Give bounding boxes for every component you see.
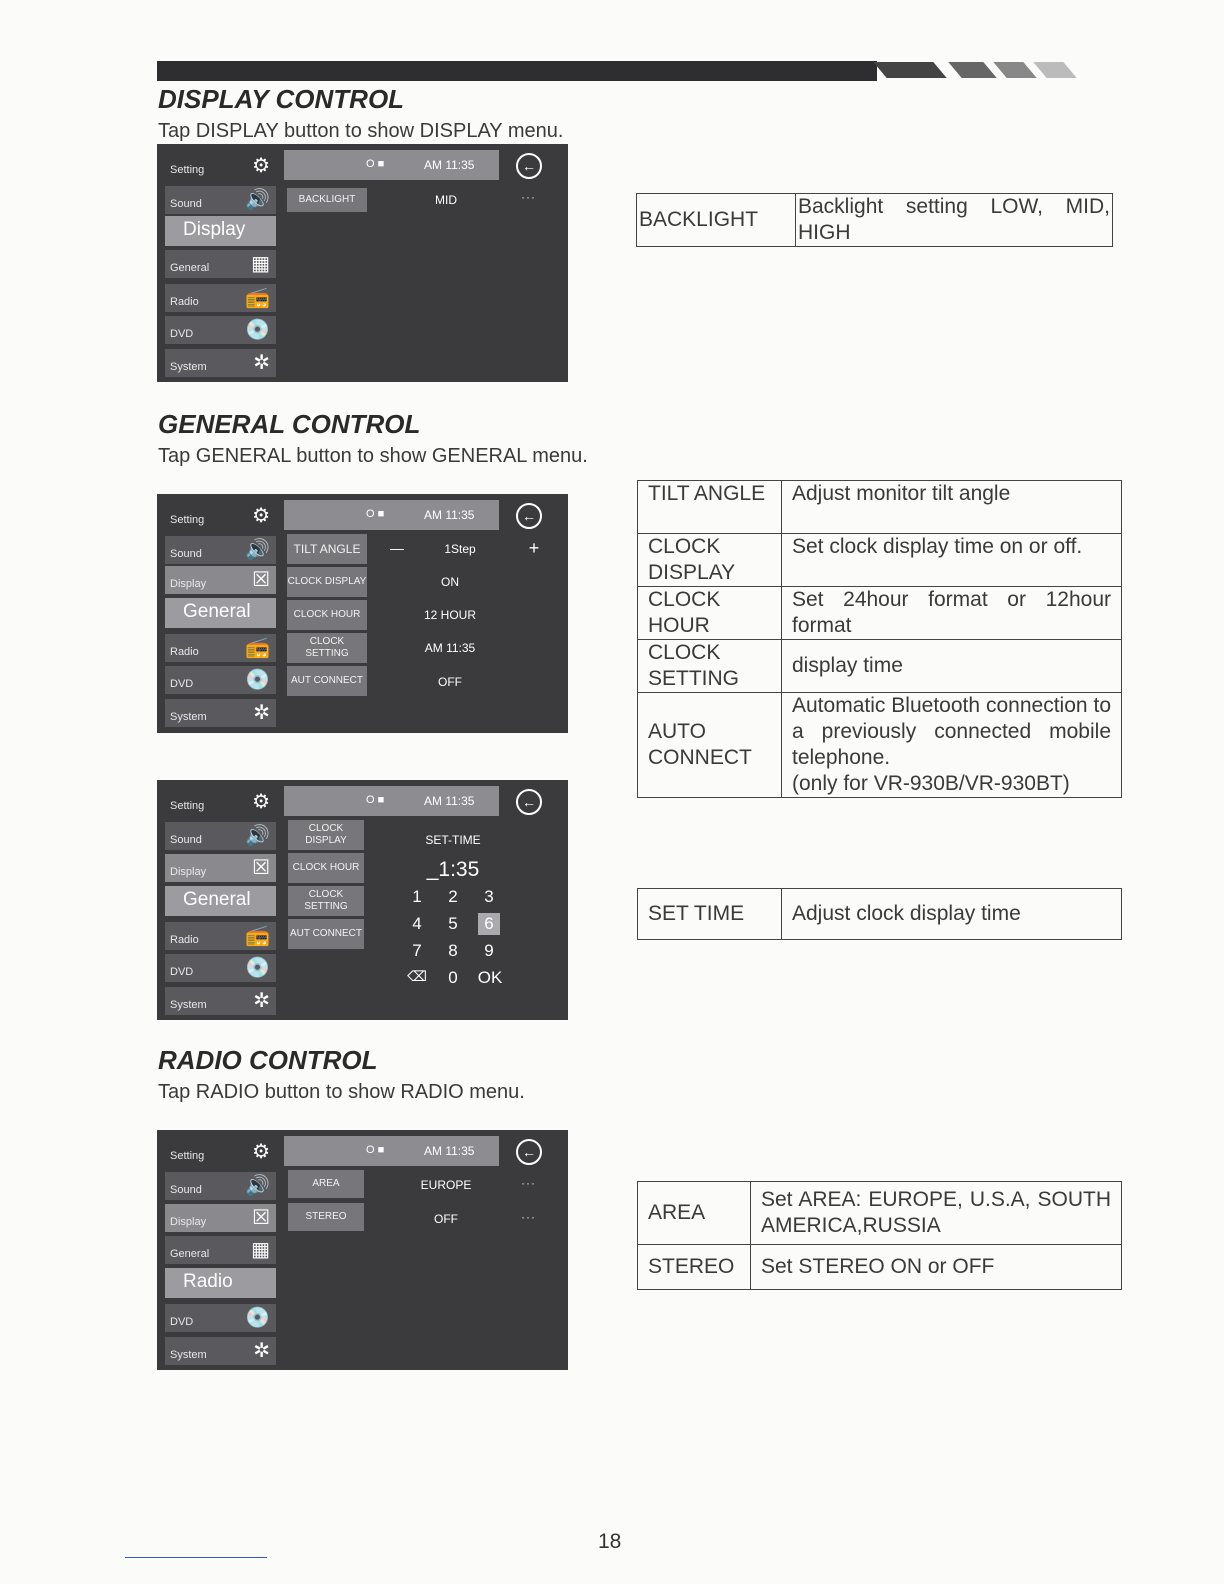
page-number: 18: [598, 1530, 622, 1553]
back-icon[interactable]: ←: [516, 1139, 542, 1165]
display-heading: DISPLAY CONTROL: [158, 84, 405, 114]
menu-clock-hour[interactable]: CLOCK HOUR: [287, 600, 367, 630]
general-screen: [157, 494, 568, 733]
key-2[interactable]: 2: [448, 887, 458, 906]
sidebar-general[interactable]: General: [165, 886, 276, 916]
sidebar-display[interactable]: Display: [165, 216, 276, 246]
sidebar-dvd[interactable]: DVD 💿: [165, 1304, 276, 1332]
sidebar-display[interactable]: Display ☒: [165, 854, 276, 882]
status-bar: O ■ AM 11:35: [284, 1136, 499, 1166]
table-row: CLOCK DISPLAY Set clock display time on or off.: [638, 534, 1122, 587]
header-stripe: [1033, 62, 1076, 78]
menu-aut-connect[interactable]: AUT CONNECT: [288, 919, 364, 949]
sidebar-radio[interactable]: Radio: [165, 1268, 276, 1298]
disc-icon: 💿: [245, 1307, 270, 1329]
auto-connect-desc: Automatic Bluetooth connection to a previously connected mobile telephone.: [792, 694, 1111, 769]
sidebar-system[interactable]: System ✲: [165, 349, 276, 377]
gear-icon: ⚙: [252, 1141, 270, 1163]
back-icon[interactable]: ←: [516, 503, 542, 529]
menu-clock-hour[interactable]: CLOCK HOUR: [288, 853, 364, 883]
plus-button[interactable]: +: [528, 538, 540, 558]
value-clock-display: ON: [441, 575, 459, 589]
gear-icon: ⚙: [252, 791, 270, 813]
disc-icon: 💿: [245, 669, 270, 691]
menu-clock-setting[interactable]: CLOCK SETTING: [288, 886, 364, 916]
settime-value: _1:35: [426, 858, 480, 881]
header-stripe: [948, 62, 996, 78]
table-row: AUTO CONNECT Automatic Bluetooth connection to a previously connected mobile telephone. (only for VR-930B/VR-930BT): [638, 693, 1122, 798]
radio-intro: Tap RADIO button to show RADIO menu.: [158, 1081, 525, 1103]
ok-key[interactable]: OK: [477, 968, 503, 987]
table-row: CLOCK HOUR Set 24hour format or 12hour format: [638, 587, 1122, 640]
sidebar-system[interactable]: System ✲: [165, 987, 276, 1015]
radio-heading: RADIO CONTROL: [158, 1045, 378, 1075]
menu-area[interactable]: AREA: [288, 1170, 364, 1198]
sidebar-sound[interactable]: Sound 🔊: [165, 822, 276, 850]
table-row: SET TIME Adjust clock display time: [638, 889, 1122, 940]
disc-icon: 💿: [245, 957, 270, 979]
settime-screen: [157, 780, 568, 1020]
cog-icon: ✲: [253, 702, 270, 724]
grid-icon: ▦: [251, 1239, 270, 1261]
sidebar-general[interactable]: General ▦: [165, 1236, 276, 1264]
header-stripe: [993, 62, 1036, 78]
speaker-icon: 🔊: [245, 539, 270, 561]
value-area: EUROPE: [420, 1178, 472, 1192]
speaker-icon: 🔊: [245, 189, 270, 211]
sidebar-general[interactable]: General: [165, 598, 276, 628]
speaker-icon: 🔊: [245, 1175, 270, 1197]
sidebar-dvd[interactable]: DVD 💿: [165, 666, 276, 694]
display-table: [636, 193, 1113, 247]
sidebar-general[interactable]: General ▦: [165, 250, 276, 278]
sidebar-dvd[interactable]: DVD 💿: [165, 954, 276, 982]
menu-stereo[interactable]: STEREO: [288, 1203, 364, 1231]
table-row: STEREO Set STEREO ON or OFF: [638, 1245, 1122, 1290]
cog-icon: ✲: [253, 990, 270, 1012]
backspace-key[interactable]: ⌫: [407, 968, 427, 984]
settime-table: [637, 888, 1122, 940]
value-clock-setting: AM 11:35: [424, 641, 476, 655]
more-icon[interactable]: ···: [521, 1176, 536, 1190]
general-intro: Tap GENERAL button to show GENERAL menu.: [158, 445, 588, 467]
radio-icon: 📻: [245, 287, 270, 309]
radio-table: [637, 1181, 1122, 1290]
back-icon[interactable]: ←: [516, 153, 542, 179]
sidebar-display[interactable]: Display ☒: [165, 566, 276, 594]
grid-icon: ▦: [251, 253, 270, 275]
sidebar-setting[interactable]: Setting ⚙: [170, 791, 270, 813]
menu-clock-display[interactable]: CLOCK DISPLAY: [288, 820, 364, 850]
gear-icon: ⚙: [252, 505, 270, 527]
sidebar-setting[interactable]: Setting ⚙: [170, 155, 270, 177]
sidebar-system[interactable]: System ✲: [165, 699, 276, 727]
value-backlight: MID: [435, 193, 457, 207]
radio-icon: 📻: [245, 637, 270, 659]
status-bar: O ■ AM 11:35: [284, 786, 499, 816]
general-table: [637, 480, 1122, 798]
status-bar: O ■ AM 11:35: [284, 500, 499, 530]
value-clock-hour: 12 HOUR: [423, 608, 476, 622]
cog-icon: ✲: [253, 352, 270, 374]
table-row: TILT ANGLE Adjust monitor tilt angle: [638, 481, 1122, 534]
settime-title: SET-TIME: [425, 833, 481, 847]
key-9[interactable]: 9: [484, 941, 494, 960]
more-icon[interactable]: ···: [521, 190, 536, 204]
sidebar-sound[interactable]: Sound 🔊: [165, 186, 276, 214]
radio-screen: [157, 1130, 568, 1370]
display-icon: ☒: [252, 569, 270, 591]
sidebar-sound[interactable]: Sound 🔊: [165, 536, 276, 564]
header-bar: [157, 61, 877, 81]
table-row: BACKLIGHT Backlight setting LOW, MID, HIGH: [637, 194, 1113, 247]
disc-icon: 💿: [245, 319, 270, 341]
key-1[interactable]: 1: [412, 887, 422, 906]
cog-icon: ✲: [253, 1340, 270, 1362]
menu-tilt-angle[interactable]: TILT ANGLE: [287, 534, 367, 564]
key-5[interactable]: 5: [448, 914, 458, 933]
menu-backlight[interactable]: BACKLIGHT: [287, 188, 367, 212]
display-icon: ☒: [252, 1207, 270, 1229]
display-screen: [157, 144, 568, 382]
sidebar-dvd[interactable]: DVD 💿: [165, 316, 276, 344]
key-3[interactable]: 3: [484, 887, 494, 906]
key-4[interactable]: 4: [412, 914, 422, 933]
menu-aut-connect[interactable]: AUT CONNECT: [287, 666, 367, 696]
display-intro: Tap DISPLAY button to show DISPLAY menu.: [158, 120, 564, 142]
sidebar-setting[interactable]: Setting ⚙: [170, 505, 270, 527]
gear-icon: ⚙: [252, 155, 270, 177]
general-heading: GENERAL CONTROL: [158, 409, 421, 439]
sidebar-setting[interactable]: Setting ⚙: [170, 1141, 270, 1163]
sidebar-sound[interactable]: Sound 🔊: [165, 1172, 276, 1200]
back-icon[interactable]: ←: [516, 789, 542, 815]
header-stripe: [873, 62, 946, 78]
minus-button[interactable]: —: [390, 540, 404, 556]
status-bar: O ■ AM 11:35: [284, 150, 499, 180]
key-8[interactable]: 8: [448, 941, 458, 960]
menu-clock-setting[interactable]: CLOCK SETTING: [287, 633, 367, 663]
table-row: CLOCK SETTING display time: [638, 640, 1122, 693]
radio-icon: 📻: [245, 925, 270, 947]
value-stereo: OFF: [434, 1212, 458, 1226]
speaker-icon: 🔊: [245, 825, 270, 847]
menu-clock-display[interactable]: CLOCK DISPLAY: [287, 567, 367, 597]
key-6[interactable]: 6: [478, 913, 500, 935]
sidebar-radio[interactable]: Radio 📻: [165, 922, 276, 950]
table-row: AREA Set AREA: EUROPE, U.S.A, SOUTH AMERICA,RUSSIA: [638, 1182, 1122, 1245]
sidebar-display[interactable]: Display ☒: [165, 1204, 276, 1232]
key-0[interactable]: 0: [448, 968, 458, 987]
sidebar-radio[interactable]: Radio 📻: [165, 284, 276, 312]
footer-line: [125, 1557, 267, 1558]
auto-connect-note: (only for VR-930B/VR-930BT): [792, 772, 1070, 795]
display-icon: ☒: [252, 857, 270, 879]
value-aut-connect: OFF: [438, 675, 462, 689]
key-7[interactable]: 7: [412, 941, 422, 960]
sidebar-system[interactable]: System ✲: [165, 1337, 276, 1365]
more-icon[interactable]: ···: [521, 1210, 536, 1224]
value-tilt-angle: 1Step: [444, 542, 476, 556]
sidebar-radio[interactable]: Radio 📻: [165, 634, 276, 662]
